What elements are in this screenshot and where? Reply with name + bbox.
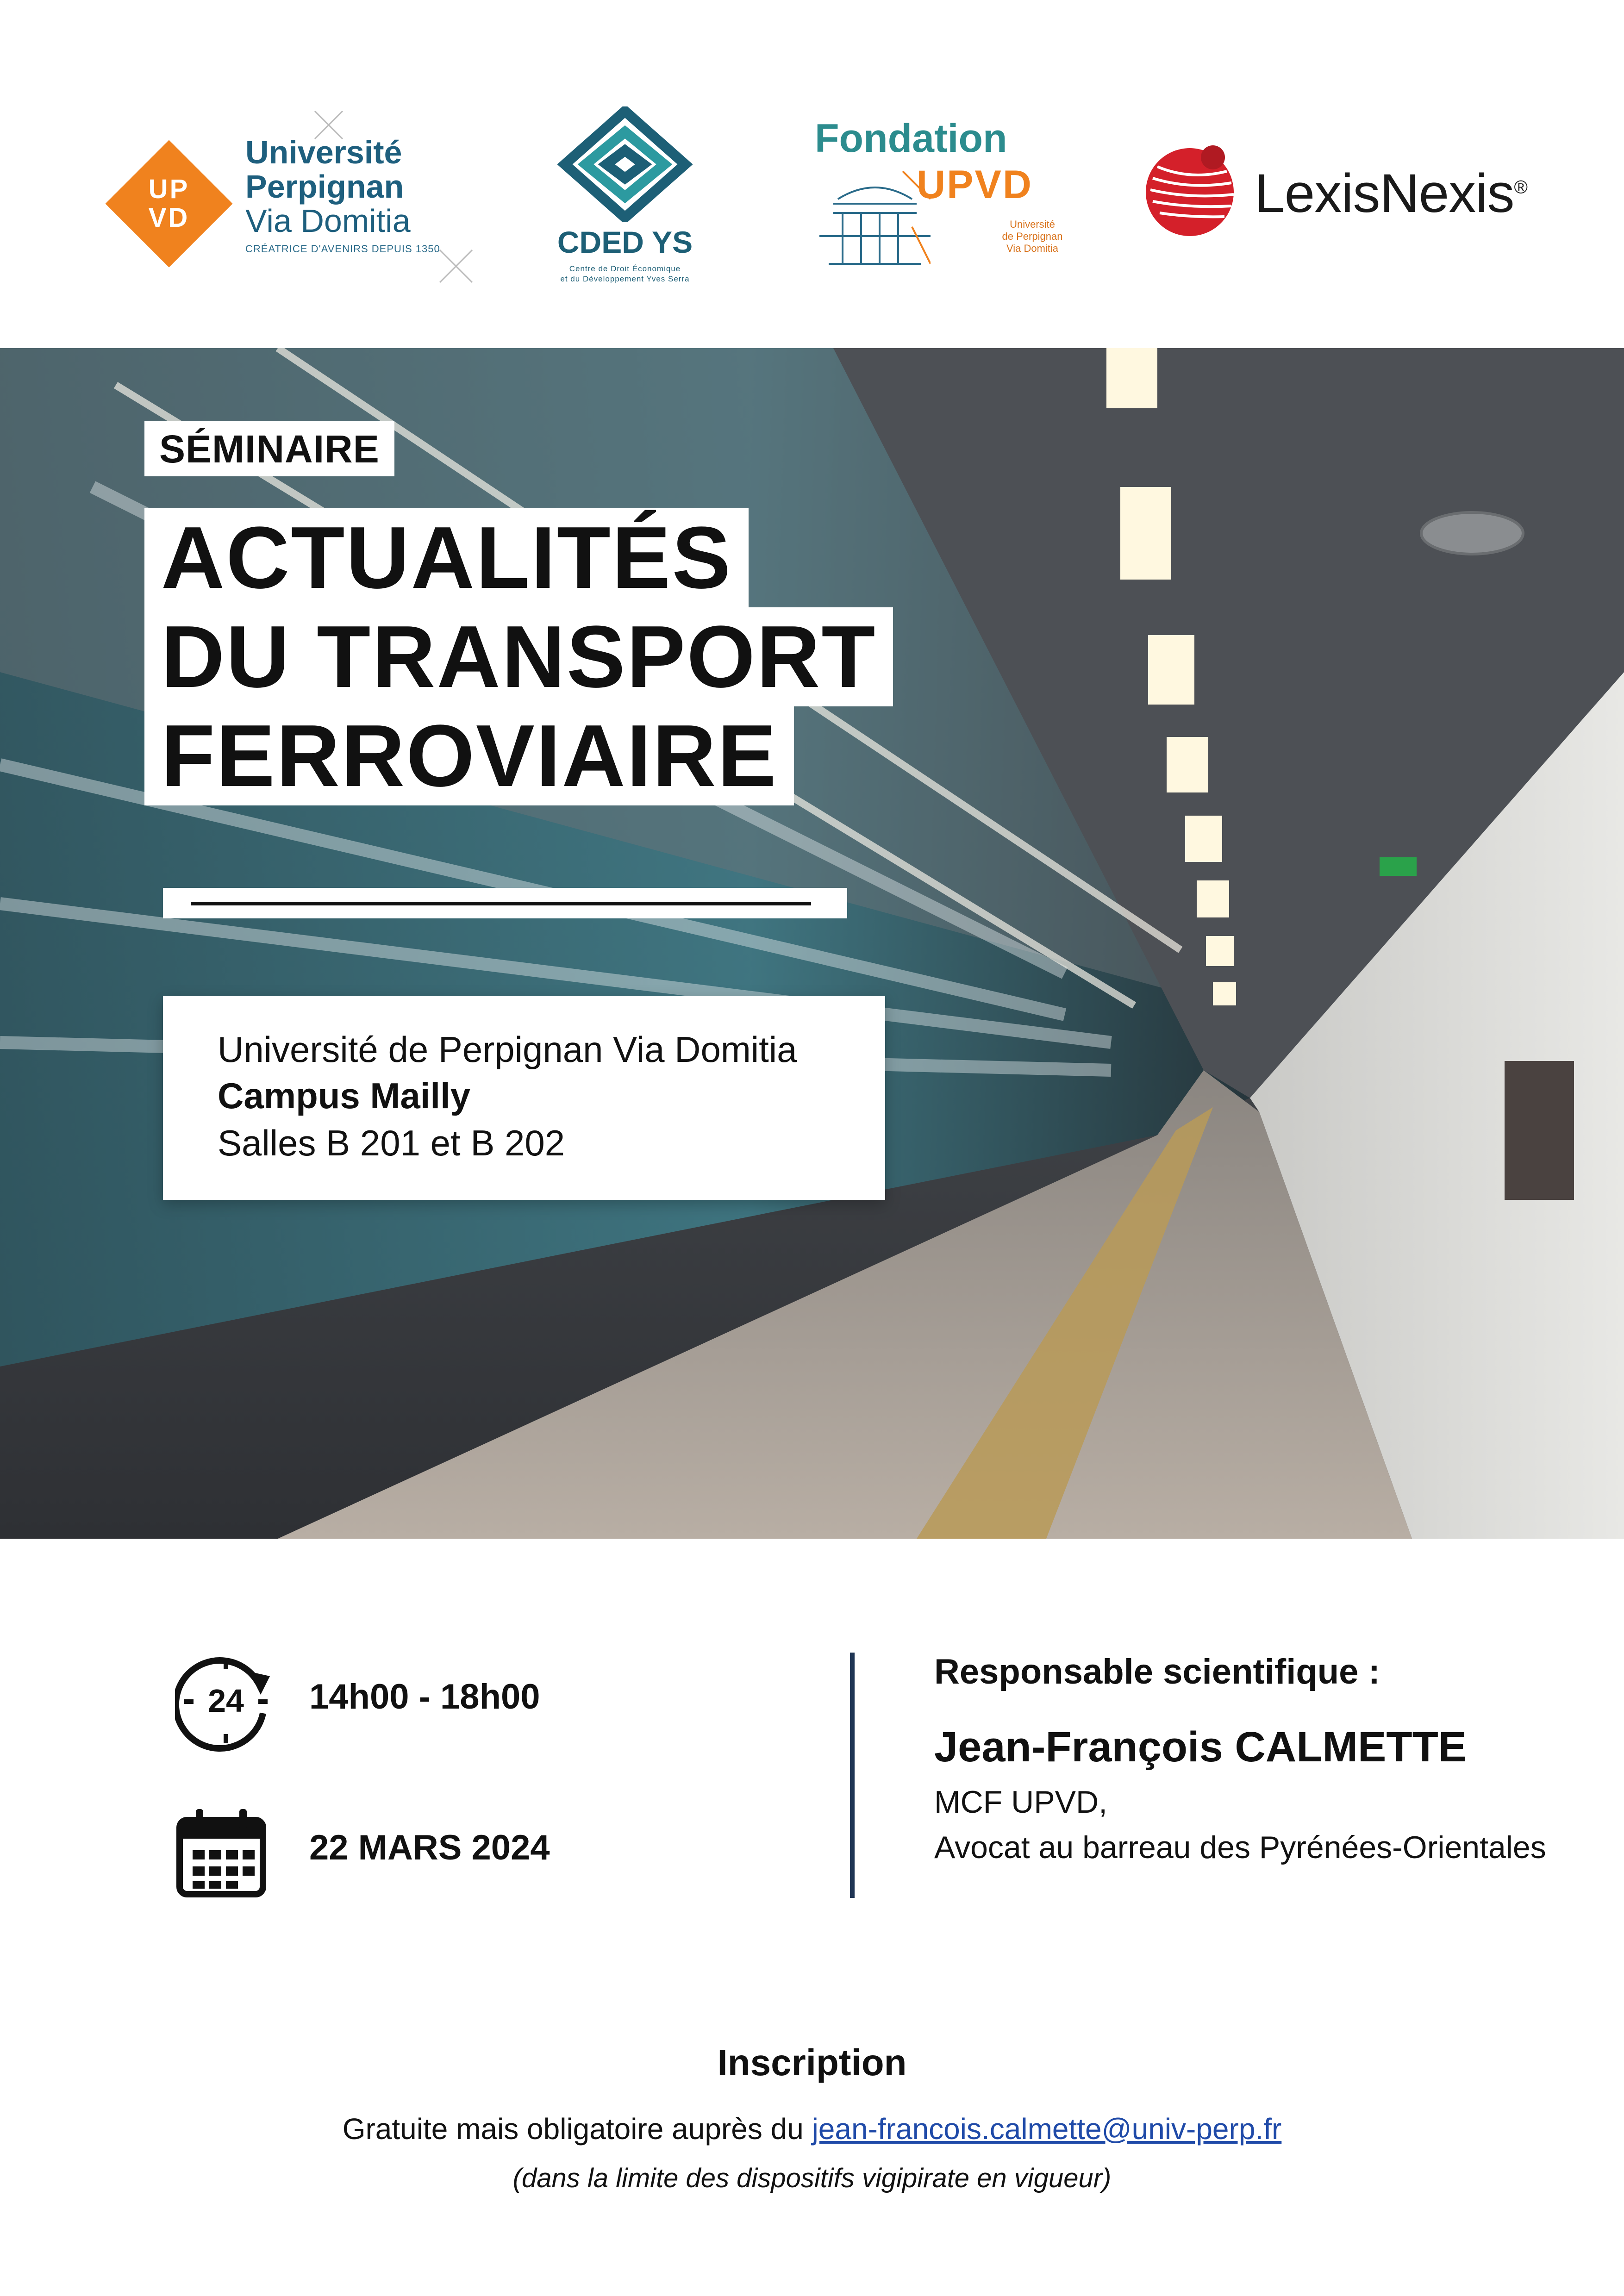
- title-line-3: [144, 706, 794, 805]
- fondation-subtitle: Université de Perpignan Via Domitia: [1002, 218, 1063, 254]
- title-line-2: [144, 607, 893, 706]
- cded-subtitle: Centre de Droit Économique et du Développement Yves Serra: [560, 264, 690, 283]
- upvd-tagline: CRÉATRICE D'AVENIRS DEPUIS 1350: [245, 243, 440, 255]
- lexisnexis-wordmark: LexisNexis®: [1255, 163, 1528, 224]
- location-campus: Campus Mailly: [218, 1075, 471, 1116]
- cded-logo: [528, 106, 722, 301]
- location-university: Université de Perpignan Via Domitia: [218, 1029, 797, 1070]
- seminar-tag-label: SÉMINAIRE: [159, 427, 380, 471]
- fondation-upvd-logo: [810, 116, 1097, 273]
- fondation-title: Fondation: [815, 116, 1007, 161]
- cded-title: CDED YS: [557, 225, 693, 259]
- clock-24-icon: [175, 1651, 277, 1753]
- seminar-tag: [144, 421, 394, 476]
- registration-text-prefix: Gratuite mais obligatoire auprès du: [342, 2112, 812, 2146]
- responsible-role-1: MCF UPVD,: [934, 1784, 1107, 1820]
- registration-title: Inscription: [717, 2042, 907, 2083]
- responsible-name: Jean-François CALMETTE: [934, 1723, 1467, 1771]
- clock-24-icon-label: 24: [208, 1683, 244, 1719]
- location-card: [163, 996, 885, 1200]
- event-date: 22 MARS 2024: [309, 1828, 550, 1867]
- title-divider: [163, 888, 847, 918]
- fondation-upvd-word: UPVD: [917, 162, 1033, 207]
- upvd-logo: [106, 111, 477, 296]
- registration-text: [0, 2112, 1624, 2146]
- responsible-role-2: Avocat au barreau des Pyrénées-Orientales: [934, 1830, 1546, 1865]
- registration-note: (dans la limite des dispositifs vigipirate en vigueur): [512, 2163, 1112, 2193]
- title-divider-line: [191, 902, 811, 905]
- calendar-icon: [175, 1806, 268, 1899]
- title-line-1-text: ACTUALITÉS: [161, 509, 732, 607]
- building-icon: [819, 171, 931, 273]
- event-time: 14h00 - 18h00: [309, 1677, 540, 1716]
- responsible-label: Responsable scientifique :: [934, 1652, 1380, 1691]
- lexisnexis-emblem-icon: [1139, 139, 1241, 241]
- title-line-3-text: FERROVIAIRE: [161, 707, 778, 805]
- title-line-1: [144, 508, 749, 607]
- registration-email-link[interactable]: jean-francois.calmette@univ-perp.fr: [812, 2112, 1282, 2146]
- title-line-2-text: DU TRANSPORT: [161, 608, 877, 706]
- lexisnexis-logo: [1139, 139, 1555, 245]
- location-rooms: Salles B 201 et B 202: [218, 1123, 565, 1163]
- info-divider: [850, 1653, 855, 1898]
- upvd-wordmark: Université Perpignan Via Domitia: [245, 134, 411, 239]
- upvd-monogram: UP VD: [148, 174, 190, 233]
- cded-emblem-icon: [551, 106, 699, 222]
